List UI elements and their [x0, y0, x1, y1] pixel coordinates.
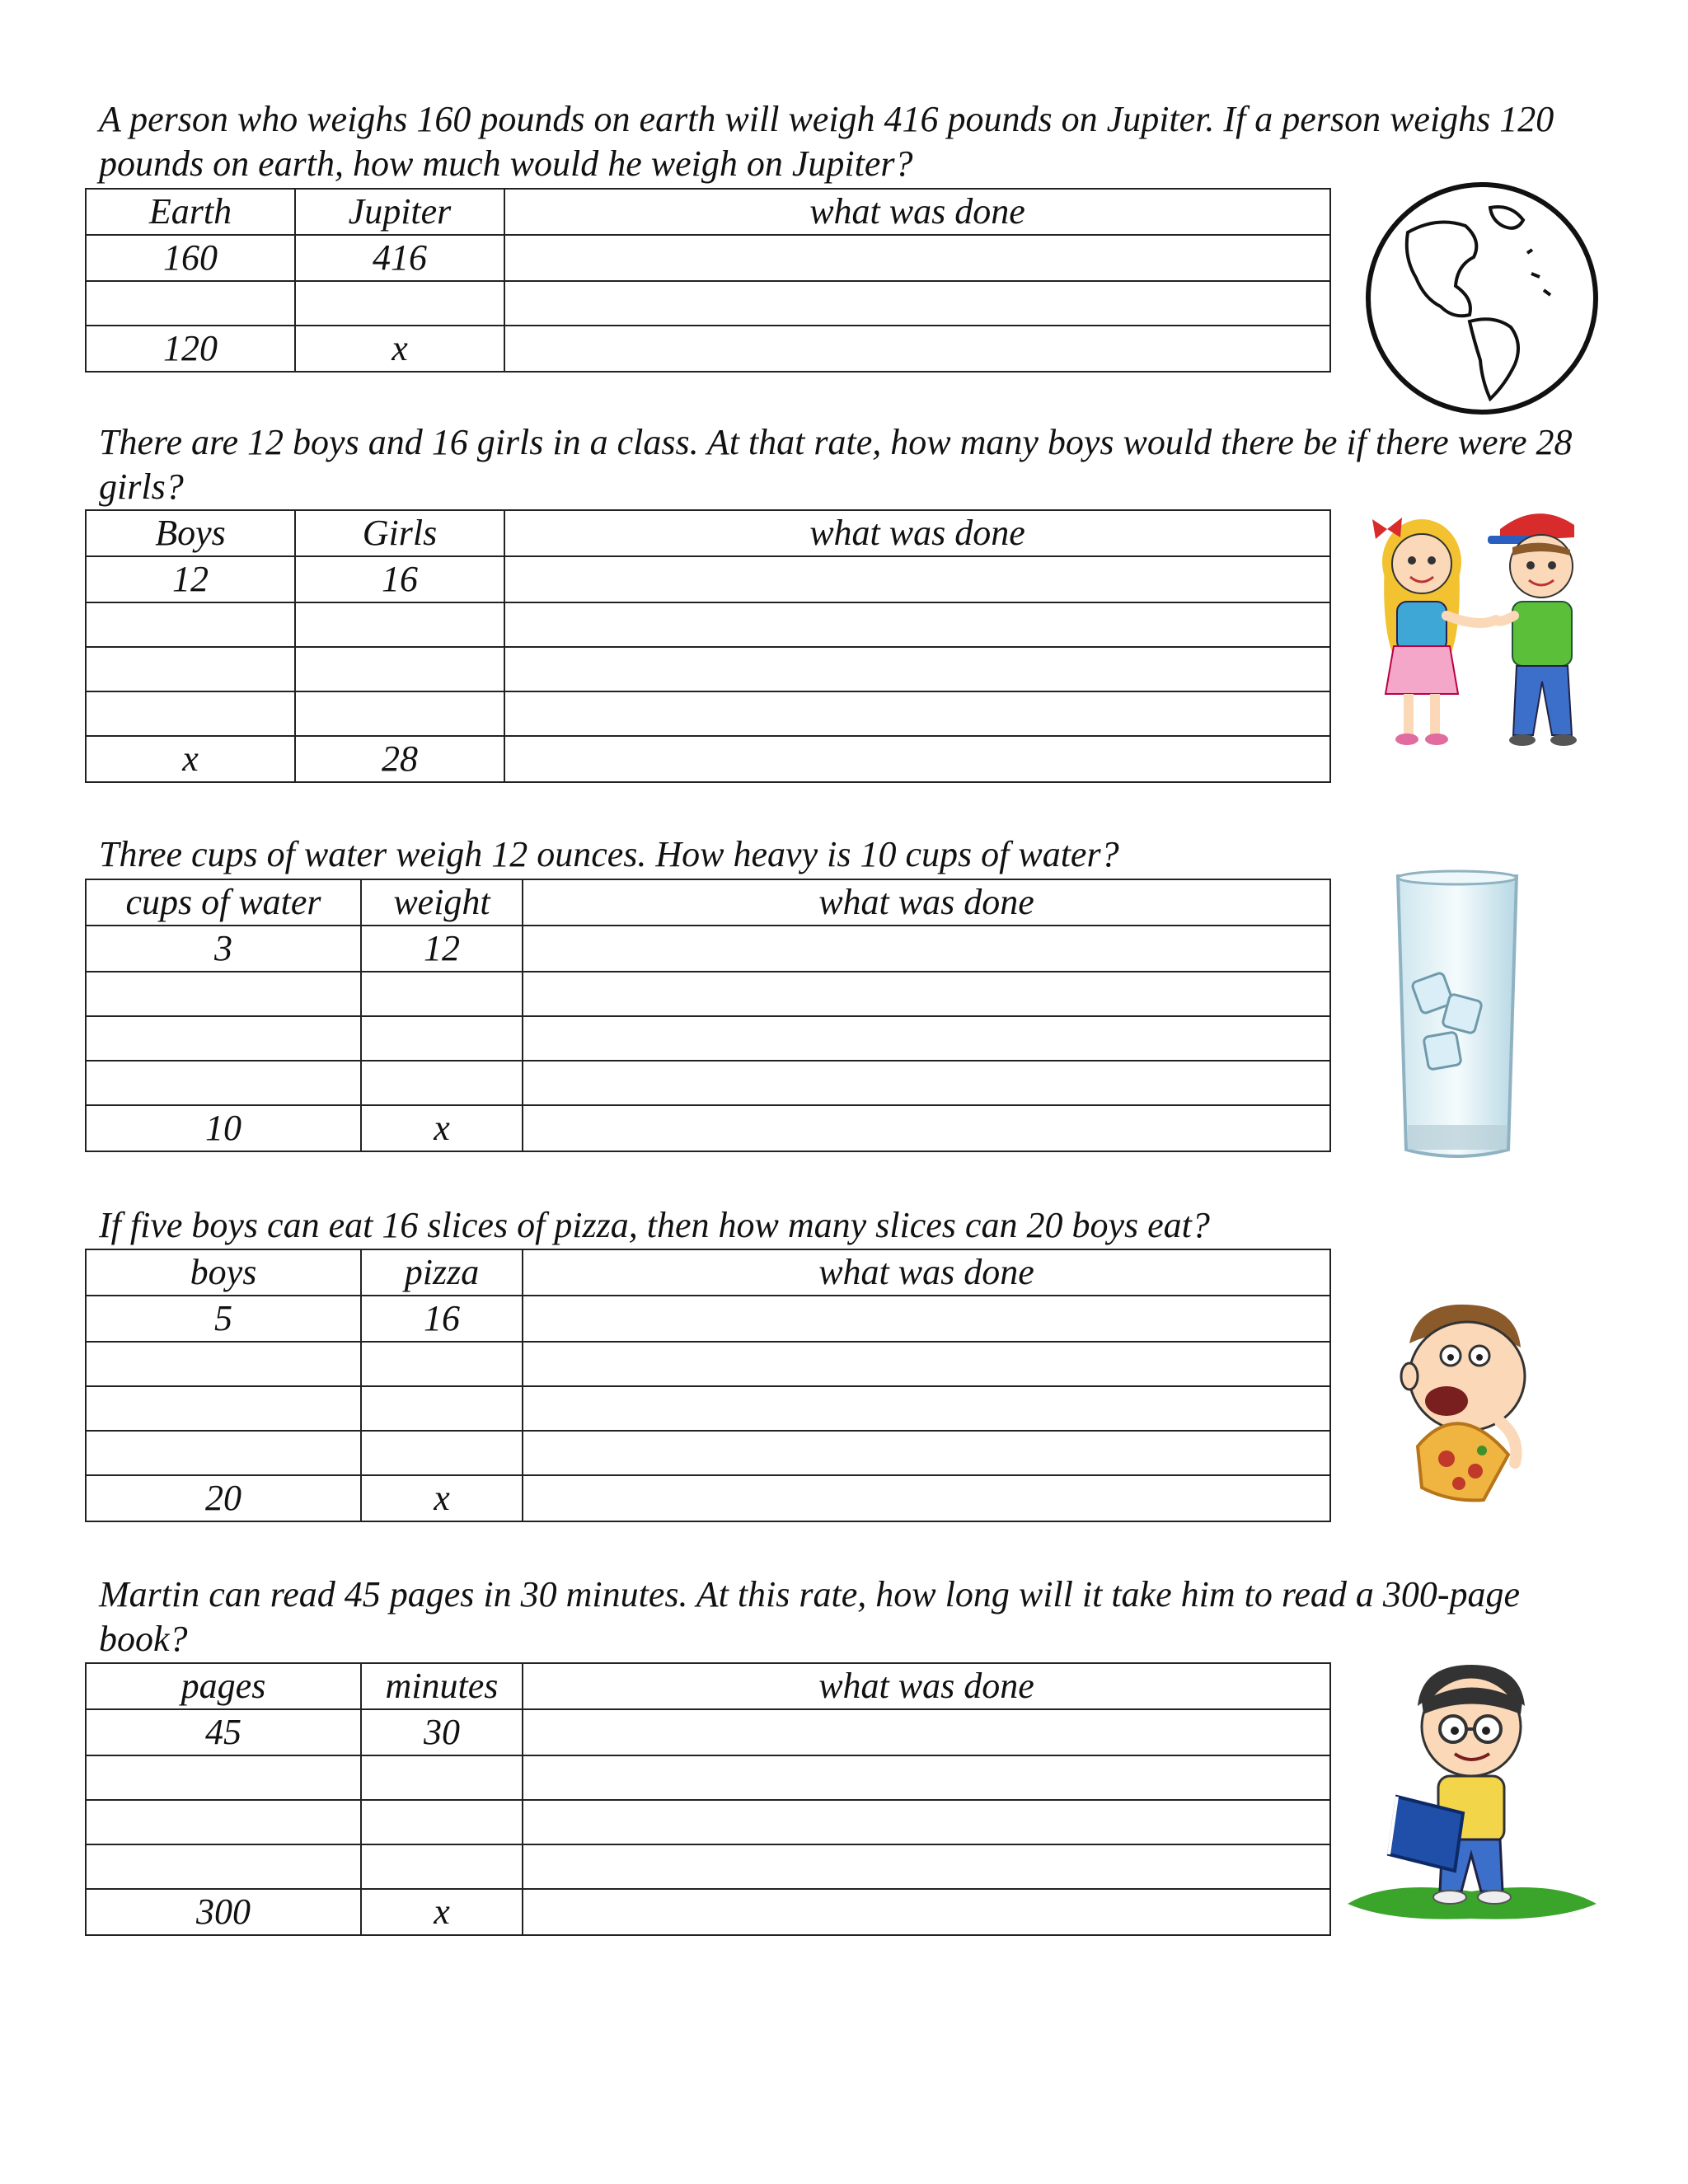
table-cell[interactable] [86, 1061, 361, 1105]
table-cell[interactable] [523, 1889, 1330, 1935]
table-cell[interactable]: 5 [86, 1296, 361, 1342]
table-cell[interactable] [86, 1800, 361, 1844]
table-cell[interactable] [295, 602, 504, 647]
table-row [86, 1342, 1330, 1386]
table-row [86, 1016, 1330, 1061]
table-row [86, 602, 1330, 647]
glass-of-water-icon [1391, 869, 1523, 1166]
table-cell[interactable] [361, 972, 523, 1016]
table-cell[interactable] [523, 1475, 1330, 1521]
table-cell[interactable]: 416 [295, 235, 504, 281]
table-cell[interactable] [295, 281, 504, 326]
table-cell[interactable] [86, 1755, 361, 1800]
table-cell[interactable] [523, 1296, 1330, 1342]
table-cell[interactable] [86, 281, 295, 326]
column-header: Boys [86, 510, 295, 556]
table-cell[interactable]: x [361, 1889, 523, 1935]
column-header: what was done [523, 1249, 1330, 1296]
table-cell[interactable] [361, 1431, 523, 1475]
earth-globe-icon [1358, 175, 1606, 422]
table-cell[interactable]: 12 [86, 556, 295, 602]
question-text: Martin can read 45 pages in 30 minutes. At this rate, how long will it take him to read a 300-page book? [99, 1574, 1521, 1659]
table-cell[interactable] [361, 1386, 523, 1431]
table-header-row [86, 1249, 1330, 1296]
table-row [86, 1800, 1330, 1844]
column-header: Jupiter [295, 189, 504, 235]
table-cell[interactable] [504, 556, 1330, 602]
table-cell[interactable]: 16 [361, 1296, 523, 1342]
column-header: weight [361, 879, 523, 926]
table-cell[interactable] [504, 691, 1330, 736]
table-row [86, 1296, 1330, 1342]
girl-and-boy-icon [1364, 504, 1603, 756]
table-row [86, 1105, 1330, 1151]
table-cell[interactable] [523, 1105, 1330, 1151]
table-cell[interactable] [361, 1016, 523, 1061]
work-table [85, 1249, 1331, 1522]
table-cell[interactable] [523, 1342, 1330, 1386]
table-cell[interactable] [504, 602, 1330, 647]
column-header: Girls [295, 510, 504, 556]
table-cell[interactable] [361, 1800, 523, 1844]
table-cell[interactable] [523, 1755, 1330, 1800]
table-row [86, 647, 1330, 691]
column-header: pizza [361, 1249, 523, 1296]
table-row [86, 1709, 1330, 1755]
table-cell[interactable] [523, 972, 1330, 1016]
table-row [86, 1889, 1330, 1935]
table-cell[interactable] [86, 1386, 361, 1431]
table-cell[interactable]: 3 [86, 926, 361, 972]
table-cell[interactable]: 160 [86, 235, 295, 281]
table-cell[interactable] [86, 1431, 361, 1475]
table-cell[interactable] [523, 1844, 1330, 1889]
table-cell[interactable]: x [295, 326, 504, 372]
table-cell[interactable] [523, 1061, 1330, 1105]
table-row [86, 1431, 1330, 1475]
table-cell[interactable] [86, 972, 361, 1016]
column-header: pages [86, 1663, 361, 1709]
table-cell[interactable] [523, 1800, 1330, 1844]
table-cell[interactable]: 20 [86, 1475, 361, 1521]
table-header-row [86, 1663, 1330, 1709]
table-cell[interactable] [361, 1755, 523, 1800]
table-row [86, 972, 1330, 1016]
table-cell[interactable] [86, 647, 295, 691]
table-row [86, 326, 1330, 372]
table-cell[interactable] [504, 736, 1330, 782]
table-cell[interactable] [86, 1016, 361, 1061]
table-cell[interactable] [86, 691, 295, 736]
table-cell[interactable]: 30 [361, 1709, 523, 1755]
column-header: minutes [361, 1663, 523, 1709]
work-table [85, 188, 1331, 373]
table-row [86, 736, 1330, 782]
table-row [86, 1755, 1330, 1800]
table-cell[interactable] [361, 1061, 523, 1105]
column-header: what was done [504, 189, 1330, 235]
table-cell[interactable]: 300 [86, 1889, 361, 1935]
table-cell[interactable] [361, 1342, 523, 1386]
table-cell[interactable] [86, 1342, 361, 1386]
table-cell[interactable] [86, 1844, 361, 1889]
column-header: Earth [86, 189, 295, 235]
table-cell[interactable] [504, 281, 1330, 326]
question-text: A person who weighs 160 pounds on earth will weigh 416 pounds on Jupiter. If a person weighs 120 pounds on earth, how much would he weigh on Jupiter? [99, 99, 1554, 184]
table-row [86, 1061, 1330, 1105]
table-cell[interactable] [295, 647, 504, 691]
table-cell[interactable]: x [86, 736, 295, 782]
boy-eating-pizza-icon [1385, 1298, 1550, 1512]
table-row [86, 1386, 1330, 1431]
boy-reading-book-icon [1339, 1657, 1603, 1929]
table-row [86, 1844, 1330, 1889]
table-cell[interactable]: 45 [86, 1709, 361, 1755]
column-header: boys [86, 1249, 361, 1296]
work-table [85, 879, 1331, 1152]
table-cell[interactable] [295, 691, 504, 736]
table-row [86, 556, 1330, 602]
table-cell[interactable] [361, 1844, 523, 1889]
table-cell[interactable]: 28 [295, 736, 504, 782]
column-header: cups of water [86, 879, 361, 926]
table-row [86, 691, 1330, 736]
table-cell[interactable] [523, 1709, 1330, 1755]
table-cell[interactable] [86, 602, 295, 647]
table-cell[interactable] [523, 1431, 1330, 1475]
table-header-row [86, 510, 1330, 556]
table-cell[interactable]: x [361, 1475, 523, 1521]
work-table [85, 1662, 1331, 1936]
table-cell[interactable]: 12 [361, 926, 523, 972]
table-cell[interactable] [504, 326, 1330, 372]
question-text: There are 12 boys and 16 girls in a class. At that rate, how many boys would there be if there were 28 girls? [99, 422, 1573, 507]
table-cell[interactable] [504, 647, 1330, 691]
table-cell[interactable]: x [361, 1105, 523, 1151]
table-cell[interactable]: 16 [295, 556, 504, 602]
table-row [86, 1475, 1330, 1521]
table-cell[interactable] [523, 1016, 1330, 1061]
table-row [86, 235, 1330, 281]
question-text: Three cups of water weigh 12 ounces. How heavy is 10 cups of water? [99, 834, 1119, 874]
table-cell[interactable] [523, 926, 1330, 972]
table-row [86, 926, 1330, 972]
work-table [85, 509, 1331, 783]
column-header: what was done [523, 879, 1330, 926]
column-header: what was done [504, 510, 1330, 556]
table-cell[interactable] [523, 1386, 1330, 1431]
table-cell[interactable]: 10 [86, 1105, 361, 1151]
table-header-row [86, 189, 1330, 235]
table-cell[interactable]: 120 [86, 326, 295, 372]
question-text: If five boys can eat 16 slices of pizza, then how many slices can 20 boys eat? [99, 1205, 1210, 1245]
table-row [86, 281, 1330, 326]
column-header: what was done [523, 1663, 1330, 1709]
table-header-row [86, 879, 1330, 926]
table-cell[interactable] [504, 235, 1330, 281]
